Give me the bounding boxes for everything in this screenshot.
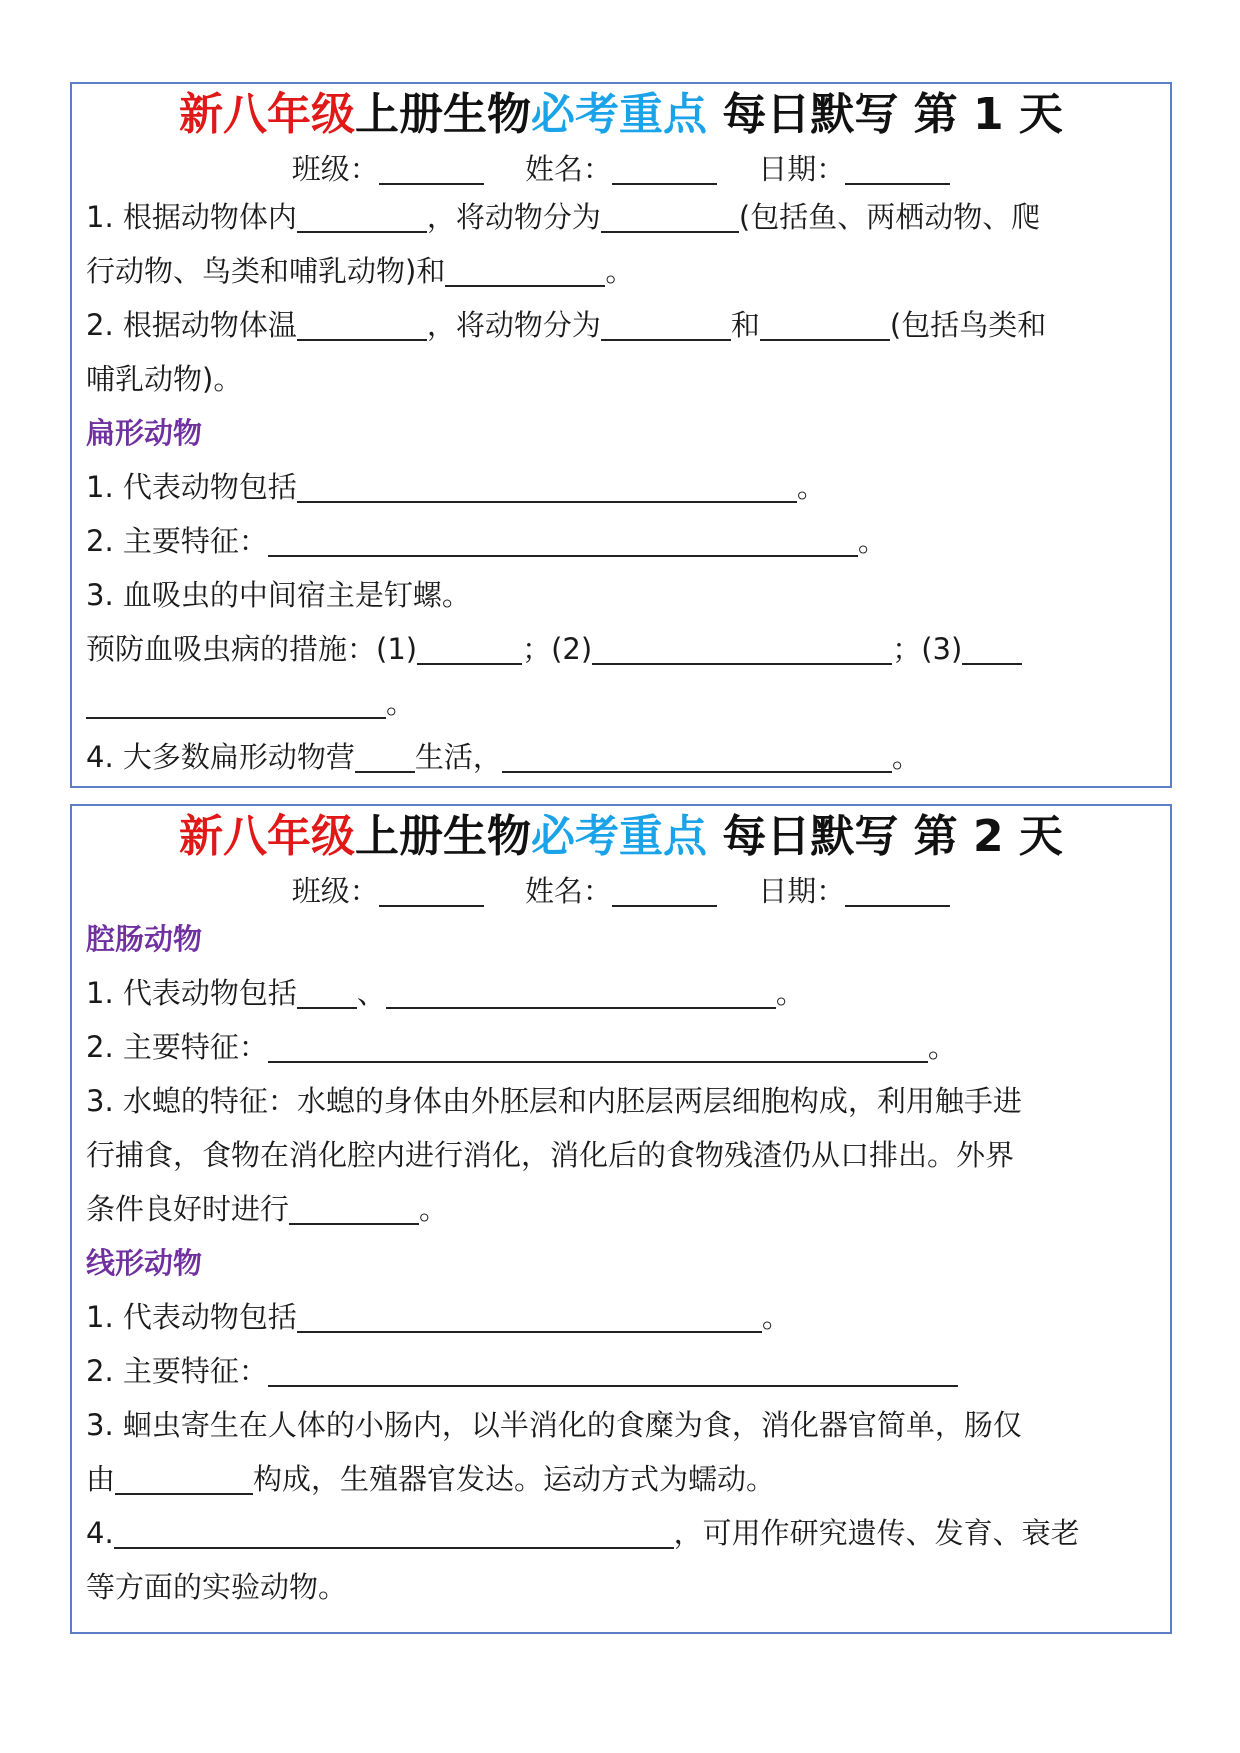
question-text: 。 bbox=[605, 254, 635, 288]
question-line bbox=[86, 1344, 1156, 1398]
question-text: (包括鱼、两栖动物、爬 bbox=[738, 200, 1041, 234]
question-text: 。 bbox=[761, 1300, 791, 1334]
fill-blank[interactable] bbox=[297, 201, 427, 233]
question-text: (包括鸟类和 bbox=[889, 308, 1047, 342]
question-line bbox=[86, 676, 1156, 730]
fill-blank[interactable] bbox=[386, 977, 776, 1009]
class-blank[interactable] bbox=[379, 153, 484, 185]
question-text: 4. 大多数扁形动物营 bbox=[86, 740, 355, 774]
fill-blank[interactable] bbox=[268, 525, 858, 557]
date-label: 日期： bbox=[758, 152, 846, 186]
fill-blank[interactable] bbox=[445, 255, 605, 287]
question-text: 3. 血吸虫的中间宿主是钉螺。 bbox=[86, 578, 471, 612]
date-blank[interactable] bbox=[845, 153, 950, 185]
date-label: 日期： bbox=[758, 874, 846, 908]
question-text: 1. 代表动物包括 bbox=[86, 470, 297, 504]
fill-blank[interactable] bbox=[502, 741, 892, 773]
question-line bbox=[86, 622, 1156, 676]
question-text: 4. bbox=[86, 1516, 114, 1550]
question-line bbox=[86, 1506, 1156, 1560]
question-line bbox=[86, 298, 1156, 352]
question-text: 。 bbox=[419, 1192, 449, 1226]
fill-blank[interactable] bbox=[962, 633, 1022, 665]
question-text: 3. 蛔虫寄生在人体的小肠内，以半消化的食糜为食，消化器官简单，肠仅 bbox=[86, 1408, 1022, 1442]
fill-blank[interactable] bbox=[592, 633, 892, 665]
question-text: 1. 代表动物包括 bbox=[86, 976, 297, 1010]
question-text: 预防血吸虫病的措施：(1) bbox=[86, 632, 418, 666]
question-text: 哺乳动物)。 bbox=[86, 362, 243, 396]
title-part-grade: 新八年级 bbox=[179, 811, 356, 862]
fill-blank[interactable] bbox=[115, 1463, 253, 1495]
date-blank[interactable] bbox=[845, 875, 950, 907]
question-text: ，将动物分为 bbox=[426, 200, 601, 234]
title-part-day: 每日默写 第 1 天 bbox=[707, 89, 1063, 140]
question-line bbox=[86, 568, 1156, 622]
question-text: 3. 水螅的特征：水螅的身体由外胚层和内胚层两层细胞构成，利用触手进 bbox=[86, 1084, 1022, 1118]
question-text: ，可用作研究遗传、发育、衰老 bbox=[673, 1516, 1080, 1550]
title-part-subject: 上册生物 bbox=[355, 811, 532, 862]
name-blank[interactable] bbox=[612, 875, 717, 907]
title-part-key-points: 必考重点 bbox=[531, 811, 708, 862]
question-line bbox=[86, 514, 1156, 568]
question-text: ；(3) bbox=[892, 632, 963, 666]
fill-blank[interactable] bbox=[114, 1517, 674, 1549]
question-text: 生活， bbox=[414, 740, 502, 774]
question-line bbox=[86, 1560, 1156, 1614]
question-line bbox=[86, 1128, 1156, 1182]
question-text: 由 bbox=[86, 1462, 116, 1496]
question-text: 等方面的实验动物。 bbox=[86, 1570, 348, 1604]
question-line bbox=[86, 1398, 1156, 1452]
question-text: 、 bbox=[356, 976, 386, 1010]
question-line bbox=[86, 190, 1156, 244]
name-blank[interactable] bbox=[612, 153, 717, 185]
fill-blank[interactable] bbox=[601, 309, 731, 341]
name-label: 姓名： bbox=[524, 152, 612, 186]
fill-blank[interactable] bbox=[355, 741, 415, 773]
fill-blank[interactable] bbox=[268, 1355, 958, 1387]
section-heading-flatworms: 扁形动物 bbox=[86, 416, 203, 450]
student-info-row bbox=[86, 148, 1156, 190]
question-text: 。 bbox=[857, 524, 887, 558]
class-blank[interactable] bbox=[379, 875, 484, 907]
question-line bbox=[86, 1074, 1156, 1128]
section-heading-coelenterates: 腔肠动物 bbox=[86, 922, 203, 956]
question-text: 2. 主要特征： bbox=[86, 524, 268, 558]
question-text: 。 bbox=[891, 740, 921, 774]
question-text: 构成，生殖器官发达。运动方式为蠕动。 bbox=[253, 1462, 776, 1496]
question-text: 2. 主要特征： bbox=[86, 1030, 268, 1064]
question-text: 。 bbox=[796, 470, 826, 504]
class-label: 班级： bbox=[291, 152, 379, 186]
question-text: ；(2) bbox=[522, 632, 593, 666]
question-line bbox=[86, 244, 1156, 298]
fill-blank[interactable] bbox=[297, 1301, 762, 1333]
title-part-key-points: 必考重点 bbox=[531, 89, 708, 140]
question-line bbox=[86, 730, 1156, 784]
title-part-day: 每日默写 第 2 天 bbox=[707, 811, 1063, 862]
title-part-subject: 上册生物 bbox=[355, 89, 532, 140]
question-text: 1. 代表动物包括 bbox=[86, 1300, 297, 1334]
fill-blank[interactable] bbox=[417, 633, 522, 665]
fill-blank[interactable] bbox=[297, 977, 357, 1009]
question-text: 行捕食，食物在消化腔内进行消化，消化后的食物残渣仍从口排出。外界 bbox=[86, 1138, 1015, 1172]
fill-blank[interactable] bbox=[297, 309, 427, 341]
question-line bbox=[86, 1182, 1156, 1236]
question-text: 。 bbox=[927, 1030, 957, 1064]
question-text: 和 bbox=[730, 308, 760, 342]
title-part-grade: 新八年级 bbox=[179, 89, 356, 140]
question-line bbox=[86, 1452, 1156, 1506]
class-label: 班级： bbox=[291, 874, 379, 908]
section-heading-roundworms: 线形动物 bbox=[86, 1246, 203, 1280]
question-text: 行动物、鸟类和哺乳动物)和 bbox=[86, 254, 446, 288]
name-label: 姓名： bbox=[524, 874, 612, 908]
question-line bbox=[86, 966, 1156, 1020]
question-line bbox=[86, 1020, 1156, 1074]
question-text: 2. 主要特征： bbox=[86, 1354, 268, 1388]
question-text: 1. 根据动物体内 bbox=[86, 200, 297, 234]
question-line bbox=[86, 460, 1156, 514]
question-text: 。 bbox=[775, 976, 805, 1010]
fill-blank[interactable] bbox=[601, 201, 739, 233]
question-line bbox=[86, 1290, 1156, 1344]
fill-blank[interactable] bbox=[289, 1193, 419, 1225]
question-text: 条件良好时进行 bbox=[86, 1192, 290, 1226]
question-text: ，将动物分为 bbox=[426, 308, 601, 342]
worksheet-card-day-2 bbox=[70, 804, 1172, 1634]
fill-blank[interactable] bbox=[297, 471, 797, 503]
fill-blank[interactable] bbox=[86, 687, 386, 719]
card-title bbox=[86, 86, 1156, 144]
student-info-row bbox=[86, 870, 1156, 912]
worksheet-card-day-1 bbox=[70, 82, 1172, 788]
question-text: 。 bbox=[386, 686, 416, 720]
card-title bbox=[86, 808, 1156, 866]
fill-blank[interactable] bbox=[760, 309, 890, 341]
fill-blank[interactable] bbox=[268, 1031, 928, 1063]
question-text: 2. 根据动物体温 bbox=[86, 308, 297, 342]
question-line bbox=[86, 352, 1156, 406]
